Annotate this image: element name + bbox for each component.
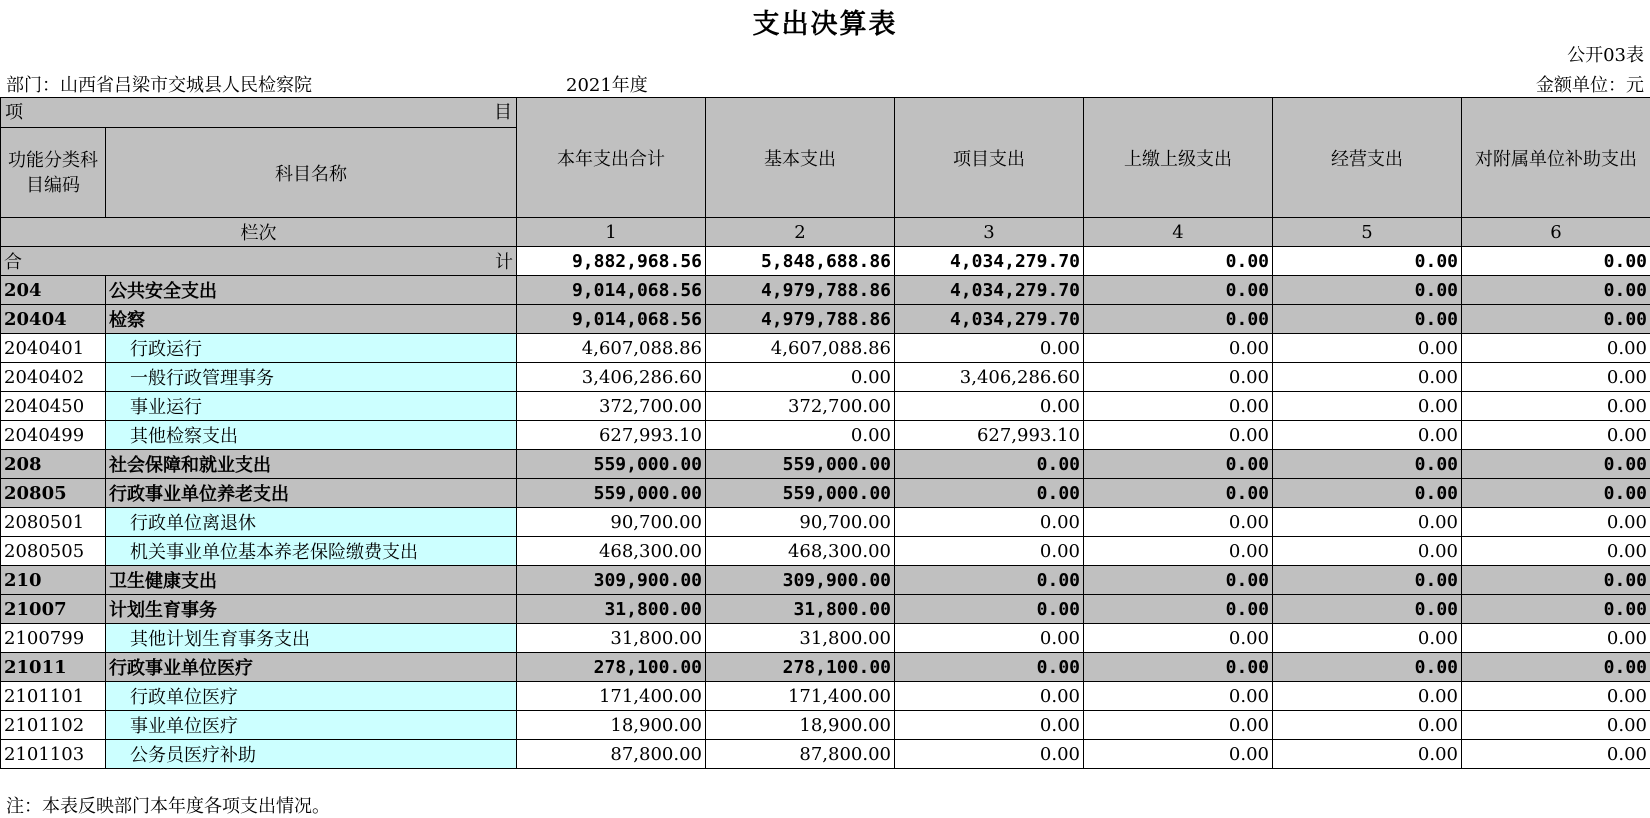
row-value-4: 0.00 bbox=[1084, 363, 1273, 392]
row-code: 2080505 bbox=[1, 537, 106, 566]
table-row bbox=[1, 682, 1650, 711]
table-row bbox=[1, 479, 1650, 508]
row-value-5: 0.00 bbox=[1273, 508, 1462, 537]
row-value-2: 309,900.00 bbox=[706, 566, 895, 595]
row-code: 20404 bbox=[1, 305, 106, 334]
row-value-4: 0.00 bbox=[1084, 740, 1273, 769]
row-value-1: 90,700.00 bbox=[517, 508, 706, 537]
row-value-3: 0.00 bbox=[895, 711, 1084, 740]
row-value-3: 4,034,279.70 bbox=[895, 305, 1084, 334]
row-name: 其他计划生育事务支出 bbox=[106, 624, 517, 653]
row-value-3: 0.00 bbox=[895, 624, 1084, 653]
table-row bbox=[1, 566, 1650, 595]
row-code: 2101102 bbox=[1, 711, 106, 740]
total-row bbox=[1, 247, 1650, 276]
col-header-4: 上缴上级支出 bbox=[1084, 98, 1273, 218]
row-value-4: 0.00 bbox=[1084, 624, 1273, 653]
row-value-4: 0.00 bbox=[1084, 508, 1273, 537]
name-col-header: 科目名称 bbox=[106, 128, 517, 218]
row-value-4: 0.00 bbox=[1084, 653, 1273, 682]
row-value-3: 0.00 bbox=[895, 508, 1084, 537]
table-row bbox=[1, 392, 1650, 421]
row-value-1: 3,406,286.60 bbox=[517, 363, 706, 392]
row-value-4: 0.00 bbox=[1084, 450, 1273, 479]
row-index-label: 栏次 bbox=[1, 218, 517, 247]
row-name: 其他检察支出 bbox=[106, 421, 517, 450]
row-code: 2040450 bbox=[1, 392, 106, 421]
row-value-3: 0.00 bbox=[895, 566, 1084, 595]
col-header-6: 对附属单位补助支出 bbox=[1462, 98, 1650, 218]
total-value-1: 9,882,968.56 bbox=[517, 247, 706, 276]
row-value-6: 0.00 bbox=[1462, 479, 1650, 508]
row-value-3: 3,406,286.60 bbox=[895, 363, 1084, 392]
col-header-5: 经营支出 bbox=[1273, 98, 1462, 218]
row-code: 2080501 bbox=[1, 508, 106, 537]
row-name: 公共安全支出 bbox=[106, 276, 517, 305]
row-name: 检察 bbox=[106, 305, 517, 334]
table-row bbox=[1, 711, 1650, 740]
header-item-cell bbox=[1, 98, 517, 128]
row-value-6: 0.00 bbox=[1462, 276, 1650, 305]
row-value-5: 0.00 bbox=[1273, 334, 1462, 363]
row-value-6: 0.00 bbox=[1462, 450, 1650, 479]
row-value-2: 171,400.00 bbox=[706, 682, 895, 711]
table-row bbox=[1, 740, 1650, 769]
column-number-row bbox=[1, 218, 1650, 247]
row-value-2: 31,800.00 bbox=[706, 624, 895, 653]
row-value-6: 0.00 bbox=[1462, 624, 1650, 653]
row-value-2: 4,607,088.86 bbox=[706, 334, 895, 363]
row-value-1: 372,700.00 bbox=[517, 392, 706, 421]
row-name: 行政单位离退休 bbox=[106, 508, 517, 537]
row-value-5: 0.00 bbox=[1273, 537, 1462, 566]
row-value-2: 31,800.00 bbox=[706, 595, 895, 624]
row-value-2: 278,100.00 bbox=[706, 653, 895, 682]
row-value-5: 0.00 bbox=[1273, 566, 1462, 595]
row-value-6: 0.00 bbox=[1462, 740, 1650, 769]
row-value-4: 0.00 bbox=[1084, 334, 1273, 363]
total-label-right: 计 bbox=[495, 252, 513, 273]
row-value-1: 559,000.00 bbox=[517, 479, 706, 508]
row-value-1: 627,993.10 bbox=[517, 421, 706, 450]
row-code: 2040401 bbox=[1, 334, 106, 363]
table-row bbox=[1, 508, 1650, 537]
row-value-5: 0.00 bbox=[1273, 392, 1462, 421]
total-value-3: 4,034,279.70 bbox=[895, 247, 1084, 276]
table-row bbox=[1, 421, 1650, 450]
total-value-6: 0.00 bbox=[1462, 247, 1650, 276]
total-value-4: 0.00 bbox=[1084, 247, 1273, 276]
row-name: 计划生育事务 bbox=[106, 595, 517, 624]
row-value-6: 0.00 bbox=[1462, 392, 1650, 421]
row-value-1: 31,800.00 bbox=[517, 624, 706, 653]
row-value-6: 0.00 bbox=[1462, 595, 1650, 624]
year-label: 2021年度 bbox=[566, 75, 648, 96]
table-row bbox=[1, 624, 1650, 653]
row-value-6: 0.00 bbox=[1462, 711, 1650, 740]
row-value-1: 9,014,068.56 bbox=[517, 276, 706, 305]
department-label: 部门：山西省吕梁市交城县人民检察院 bbox=[6, 75, 312, 96]
table-row bbox=[1, 653, 1650, 682]
row-value-3: 0.00 bbox=[895, 479, 1084, 508]
row-code: 2100799 bbox=[1, 624, 106, 653]
table-row bbox=[1, 305, 1650, 334]
row-name: 事业单位医疗 bbox=[106, 711, 517, 740]
row-value-2: 372,700.00 bbox=[706, 392, 895, 421]
row-value-4: 0.00 bbox=[1084, 595, 1273, 624]
row-value-3: 0.00 bbox=[895, 740, 1084, 769]
row-code: 2101101 bbox=[1, 682, 106, 711]
table-row bbox=[1, 450, 1650, 479]
row-value-5: 0.00 bbox=[1273, 682, 1462, 711]
row-value-3: 627,993.10 bbox=[895, 421, 1084, 450]
row-value-5: 0.00 bbox=[1273, 624, 1462, 653]
row-name: 卫生健康支出 bbox=[106, 566, 517, 595]
row-name: 行政单位医疗 bbox=[106, 682, 517, 711]
row-value-6: 0.00 bbox=[1462, 537, 1650, 566]
footnote: 注：本表反映部门本年度各项支出情况。 bbox=[6, 796, 330, 817]
col-number-2: 2 bbox=[706, 218, 895, 247]
row-value-2: 90,700.00 bbox=[706, 508, 895, 537]
row-value-2: 559,000.00 bbox=[706, 479, 895, 508]
row-value-5: 0.00 bbox=[1273, 595, 1462, 624]
col-number-4: 4 bbox=[1084, 218, 1273, 247]
row-value-2: 559,000.00 bbox=[706, 450, 895, 479]
row-value-1: 18,900.00 bbox=[517, 711, 706, 740]
row-value-6: 0.00 bbox=[1462, 566, 1650, 595]
col-header-1: 本年支出合计 bbox=[517, 98, 706, 218]
row-value-4: 0.00 bbox=[1084, 711, 1273, 740]
table-row bbox=[1, 595, 1650, 624]
row-value-4: 0.00 bbox=[1084, 566, 1273, 595]
row-name: 行政事业单位养老支出 bbox=[106, 479, 517, 508]
total-value-2: 5,848,688.86 bbox=[706, 247, 895, 276]
row-code: 208 bbox=[1, 450, 106, 479]
total-label-cell bbox=[1, 247, 517, 276]
col-header-2: 基本支出 bbox=[706, 98, 895, 218]
row-value-6: 0.00 bbox=[1462, 653, 1650, 682]
row-value-1: 31,800.00 bbox=[517, 595, 706, 624]
row-value-5: 0.00 bbox=[1273, 450, 1462, 479]
page-title: 支出决算表 bbox=[752, 9, 898, 40]
col-number-3: 3 bbox=[895, 218, 1084, 247]
row-value-5: 0.00 bbox=[1273, 479, 1462, 508]
row-code: 204 bbox=[1, 276, 106, 305]
header-item-row bbox=[1, 98, 1650, 128]
row-value-6: 0.00 bbox=[1462, 421, 1650, 450]
row-value-3: 0.00 bbox=[895, 450, 1084, 479]
row-name: 事业运行 bbox=[106, 392, 517, 421]
row-code: 21011 bbox=[1, 653, 106, 682]
row-value-5: 0.00 bbox=[1273, 276, 1462, 305]
header-item-left: 项 bbox=[5, 102, 23, 123]
row-value-4: 0.00 bbox=[1084, 537, 1273, 566]
row-code: 21007 bbox=[1, 595, 106, 624]
row-value-1: 9,014,068.56 bbox=[517, 305, 706, 334]
row-value-4: 0.00 bbox=[1084, 276, 1273, 305]
row-code: 210 bbox=[1, 566, 106, 595]
table-row bbox=[1, 363, 1650, 392]
row-value-3: 0.00 bbox=[895, 537, 1084, 566]
row-name: 社会保障和就业支出 bbox=[106, 450, 517, 479]
row-name: 行政运行 bbox=[106, 334, 517, 363]
row-value-1: 309,900.00 bbox=[517, 566, 706, 595]
row-value-3: 0.00 bbox=[895, 595, 1084, 624]
row-value-1: 87,800.00 bbox=[517, 740, 706, 769]
row-value-6: 0.00 bbox=[1462, 508, 1650, 537]
row-value-1: 4,607,088.86 bbox=[517, 334, 706, 363]
row-value-6: 0.00 bbox=[1462, 682, 1650, 711]
row-value-4: 0.00 bbox=[1084, 305, 1273, 334]
row-value-3: 0.00 bbox=[895, 653, 1084, 682]
col-number-5: 5 bbox=[1273, 218, 1462, 247]
row-code: 20805 bbox=[1, 479, 106, 508]
row-code: 2040402 bbox=[1, 363, 106, 392]
row-value-2: 18,900.00 bbox=[706, 711, 895, 740]
row-value-1: 171,400.00 bbox=[517, 682, 706, 711]
row-value-6: 0.00 bbox=[1462, 334, 1650, 363]
row-name: 机关事业单位基本养老保险缴费支出 bbox=[106, 537, 517, 566]
row-value-1: 559,000.00 bbox=[517, 450, 706, 479]
table-row bbox=[1, 334, 1650, 363]
row-value-4: 0.00 bbox=[1084, 682, 1273, 711]
row-value-1: 278,100.00 bbox=[517, 653, 706, 682]
row-value-6: 0.00 bbox=[1462, 363, 1650, 392]
row-value-5: 0.00 bbox=[1273, 305, 1462, 334]
row-value-4: 0.00 bbox=[1084, 479, 1273, 508]
row-value-3: 0.00 bbox=[895, 334, 1084, 363]
row-value-4: 0.00 bbox=[1084, 421, 1273, 450]
row-value-2: 87,800.00 bbox=[706, 740, 895, 769]
row-value-3: 0.00 bbox=[895, 682, 1084, 711]
row-value-6: 0.00 bbox=[1462, 305, 1650, 334]
col-number-6: 6 bbox=[1462, 218, 1650, 247]
header-item-right: 目 bbox=[494, 102, 512, 123]
row-name: 公务员医疗补助 bbox=[106, 740, 517, 769]
row-value-5: 0.00 bbox=[1273, 363, 1462, 392]
row-value-5: 0.00 bbox=[1273, 421, 1462, 450]
unit-label: 金额单位：元 bbox=[1536, 75, 1644, 96]
row-value-2: 0.00 bbox=[706, 363, 895, 392]
form-code: 公开03表 bbox=[1567, 45, 1644, 66]
row-code: 2040499 bbox=[1, 421, 106, 450]
row-value-2: 4,979,788.86 bbox=[706, 305, 895, 334]
row-value-2: 0.00 bbox=[706, 421, 895, 450]
row-name: 行政事业单位医疗 bbox=[106, 653, 517, 682]
row-value-3: 4,034,279.70 bbox=[895, 276, 1084, 305]
col-number-1: 1 bbox=[517, 218, 706, 247]
table-row bbox=[1, 537, 1650, 566]
row-value-1: 468,300.00 bbox=[517, 537, 706, 566]
row-value-2: 468,300.00 bbox=[706, 537, 895, 566]
expenditure-table bbox=[0, 97, 1650, 769]
row-value-5: 0.00 bbox=[1273, 740, 1462, 769]
row-value-4: 0.00 bbox=[1084, 392, 1273, 421]
row-value-2: 4,979,788.86 bbox=[706, 276, 895, 305]
row-name: 一般行政管理事务 bbox=[106, 363, 517, 392]
total-label-left: 合 bbox=[4, 252, 22, 273]
row-value-3: 0.00 bbox=[895, 392, 1084, 421]
row-value-5: 0.00 bbox=[1273, 653, 1462, 682]
table-row bbox=[1, 276, 1650, 305]
row-code: 2101103 bbox=[1, 740, 106, 769]
col-header-3: 项目支出 bbox=[895, 98, 1084, 218]
total-value-5: 0.00 bbox=[1273, 247, 1462, 276]
code-col-header: 功能分类科目编码 bbox=[1, 128, 106, 218]
row-value-5: 0.00 bbox=[1273, 711, 1462, 740]
